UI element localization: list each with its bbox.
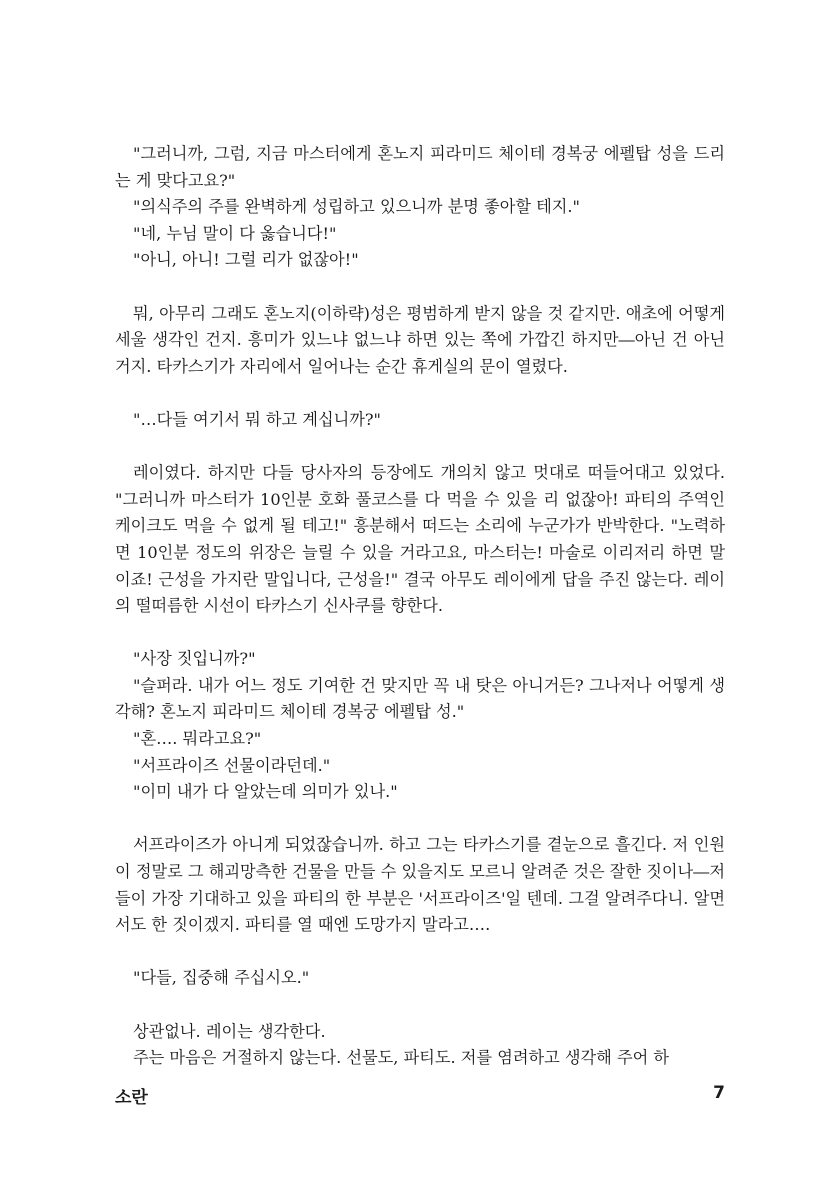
dialogue-block-7 [115, 965, 725, 992]
paragraph-gap [115, 620, 725, 647]
paragraph: "그러니까, 그럼, 지금 마스터에게 혼노지 피라미드 체이테 경복궁 에펠탑 성을 드리는 게 맞다고요?" [115, 144, 725, 190]
paragraph-gap [115, 380, 725, 407]
paragraph-gap [115, 992, 725, 1019]
narration-block-4 [115, 460, 725, 620]
paragraph-gap [115, 806, 725, 833]
paragraph: "다들, 집중해 주십시오." [133, 968, 310, 988]
paragraph: "…다들 여기서 뭐 하고 계십니까?" [133, 409, 381, 429]
paragraph: 서프라이즈가 아니게 되었잖습니까. 하고 그는 타카스기를 곁눈으로 흘긴다. 저 인원이 정말로 그 해괴망측한 건물을 만들 수 있을지도 모르니 알려준 것은 잘한 짓이나―저들이 가장 기대하고 있을 파티의 한 부분은 '서프라이즈'일 텐데. 그걸 알려주다니. 알면서도 한 짓이겠지. 파티를 열 때엔 도망가지 말라고…. [115, 835, 726, 935]
paragraph: 뭐, 아무리 그래도 혼노지(이하략)성은 평범하게 받지 않을 것 같지만. 애초에 어떻게 세울 생각인 건지. 흥미가 있느냐 없느냐 하면 있는 쪽에 가깝긴 하지만―아닌 건 아닌 거지. 타카스기가 자리에서 일어나는 순간 휴게실의 문이 열렸다. [115, 303, 725, 376]
dialogue-block-3 [115, 407, 725, 434]
paragraph: "혼…. 뭐라고요?" [133, 729, 262, 749]
paragraph: 주는 마음은 거절하지 않는다. 선물도, 파티도. 저를 염려하고 생각해 주어 하 [133, 1048, 670, 1068]
paragraph: "네, 누님 말이 다 옳습니다!" [133, 223, 337, 243]
dialogue-block-5 [115, 646, 725, 806]
dialogue-block-1 [115, 141, 725, 274]
paragraph: 레이였다. 하지만 다들 당사자의 등장에도 개의치 않고 멋대로 떠들어대고 있었다. "그러니까 마스터가 10인분 호화 풀코스를 다 먹을 수 있을 리 없잖아! 파티의 주역인 케이크도 먹을 수 없게 될 테고!" 흥분해서 떠드는 소리에 누군가가 반박한다. "노력하면 10인분 정도의 위장은 늘릴 수 있을 거라고요, 마스터는! 마술로 이리저리 하면 말이죠! 근성을 가지란 말입니다, 근성을!" 결국 아무도 레이에게 답을 주진 않는다. 레이의 떨떠름한 시선이 타카스기 신사쿠를 향한다. [115, 463, 725, 616]
running-title: 소란 [115, 1088, 148, 1108]
paragraph: "의식주의 주를 완벽하게 성립하고 있으니까 분명 좋아할 테지." [133, 197, 580, 217]
page-footer [115, 1083, 725, 1113]
paragraph: 상관없나. 레이는 생각한다. [133, 1021, 326, 1041]
paragraph: "아니, 아니! 그럴 리가 없잖아!" [133, 250, 359, 270]
paragraph-gap [115, 274, 725, 301]
narration-block-8 [115, 1019, 725, 1072]
paragraph: "슬퍼라. 내가 어느 정도 기여한 건 맞지만 꼭 내 탓은 아니거든? 그나저나 어떻게 생각해? 혼노지 피라미드 체이테 경복궁 에펠탑 성." [115, 675, 725, 722]
paragraph-gap [115, 434, 725, 461]
page-body [115, 141, 725, 1072]
paragraph-gap [115, 939, 725, 966]
page-number: 7 [713, 1083, 725, 1103]
narration-block-2 [115, 301, 725, 381]
paragraph: "사장 짓입니까?" [133, 649, 256, 669]
narration-block-6 [115, 832, 725, 938]
paragraph: "서프라이즈 선물이라던데." [133, 755, 331, 775]
paragraph: "이미 내가 다 알았는데 의미가 있나." [133, 782, 398, 802]
